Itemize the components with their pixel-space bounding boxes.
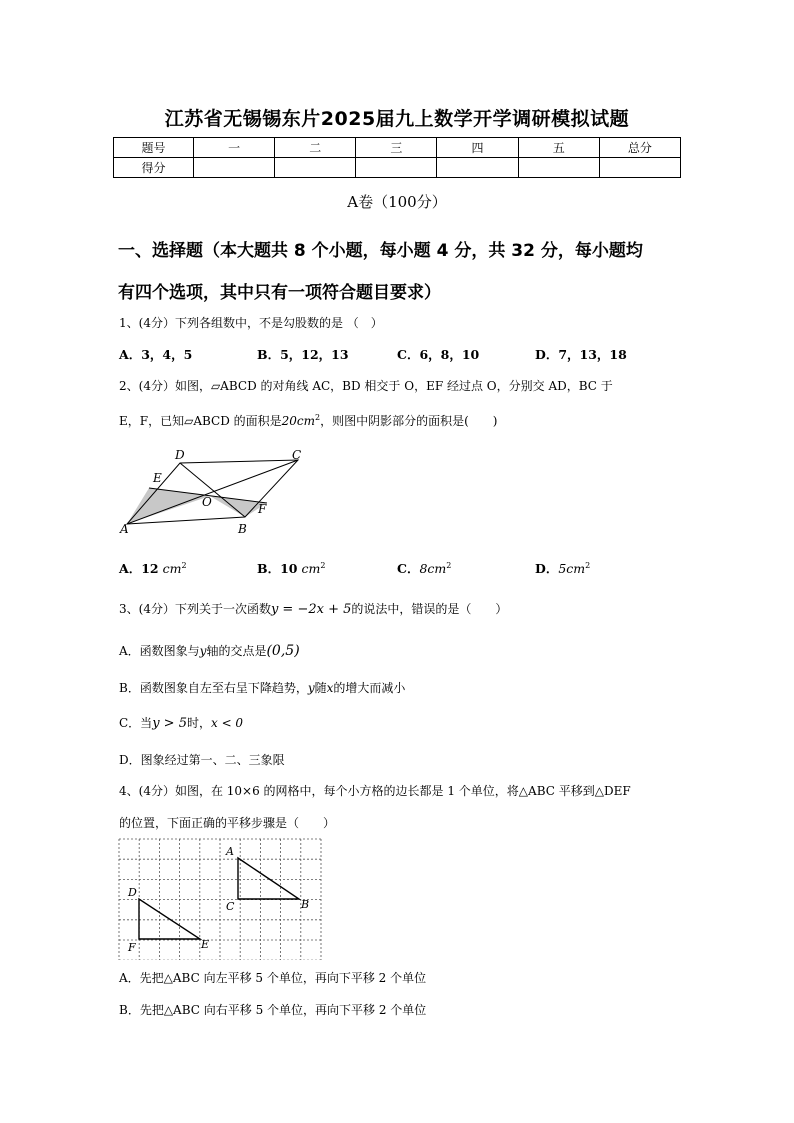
label-o: O [202,495,212,509]
score-header-cell: 一 [194,138,275,158]
q1-option-d: D．7，13，18 [535,347,627,362]
q2-option-b: B．10 $cm^2$ [257,560,326,576]
section1-line2: 有四个选项，其中只有一项符合题目要求） [118,283,441,303]
q2-line2-text-a: E，F，已知▱ABCD 的面积是 [119,414,282,428]
page-title: 江苏省无锡锡东片2025届九上数学开学调研模拟试题 [164,108,630,130]
q3-option-a: A．函数图象与y轴的交点是(0,5) [119,643,300,659]
q2-line2: E，F，已知▱ABCD 的面积是$20cm^2$，则图中阴影部分的面积是( ) [119,413,498,428]
q2-option-a: A．12 $cm^2$ [119,560,187,576]
grid-label-a: A [226,845,234,858]
q1-option-a: A．3，4，5 [119,347,193,362]
score-header-cell: 三 [356,138,437,158]
score-cell [599,158,680,178]
score-header-cell: 五 [518,138,599,158]
q2-area-value: 20cm [281,414,316,428]
score-row-label: 得分 [114,158,194,178]
grid-figure [118,838,322,960]
label-c: C [292,448,302,462]
q1-option-b: B．5，12，13 [257,347,349,362]
score-cell [518,158,599,178]
label-b: B [238,522,247,536]
q2-option-d: D．$5cm^2$ [535,560,591,576]
q2-option-c: C．$8cm^2$ [397,560,452,576]
q4-option-a: A．先把△ABC 向左平移 5 个单位，再向下平移 2 个单位 [119,971,427,985]
grid-label-c: C [226,900,235,913]
score-header-cell: 题号 [114,138,194,158]
score-header-cell: 四 [437,138,518,158]
section1-heading [118,230,683,314]
triangle-abc [238,858,299,899]
score-table [113,137,681,178]
diagonal-bd [180,463,245,517]
q4-line2: 的位置，下面正确的平移步骤是（ ） [119,816,336,830]
score-cell [194,158,275,178]
label-f: F [258,502,267,516]
q3-stem: 3、(4分）下列关于一次函数y = −2x + 5的说法中，错误的是（ ） [119,602,508,617]
label-a: A [120,522,129,536]
grid-label-e: E [201,938,210,951]
score-table-header-row [114,138,681,158]
score-cell [275,158,356,178]
score-header-cell: 二 [275,138,356,158]
grid-label-d: D [128,886,137,899]
q1-option-c: C．6，8，10 [397,347,480,362]
score-table-score-row [114,158,681,178]
triangle-def [139,899,200,939]
label-e: E [153,471,162,485]
q3-option-d: D．图象经过第一、二、三象限 [119,753,285,767]
q1-stem: 1、(4分）下列各组数中，不是勾股数的是 （ ） [119,316,383,330]
q3-option-b: B．函数图象自左至右呈下降趋势，y随x的增大而减小 [119,681,406,695]
parallelogram-figure [118,446,318,536]
grid-label-f: F [128,941,136,954]
q3-function: y = −2x + 5 [270,602,352,617]
q4-option-b: B．先把△ABC 向右平移 5 个单位，再向下平移 2 个单位 [119,1003,427,1017]
q3-option-c: C．当y > 5时，x < 0 [119,716,244,731]
score-cell [356,158,437,178]
shaded-triangle-left [127,488,210,524]
q2-line1: 2、(4分）如图，▱ABCD 的对角线 AC，BD 相交于 O，EF 经过点 O，分别交 AD，BC 于 [119,379,613,393]
q2-line2-text-b: ，则图中阴影部分的面积是( ) [320,414,498,428]
grid-label-b: B [301,898,310,911]
section-a-heading: A卷（100分） [347,193,447,211]
label-d: D [175,448,185,462]
q4-line1: 4、(4分）如图，在 10×6 的网格中，每个小方格的边长都是 1 个单位，将△ABC 平移到△DEF [119,784,631,798]
score-cell [437,158,518,178]
section1-line1: 一、选择题（本大题共 8 个小题，每小题 4 分，共 32 分，每小题均 [118,241,643,261]
score-header-cell: 总分 [599,138,680,158]
